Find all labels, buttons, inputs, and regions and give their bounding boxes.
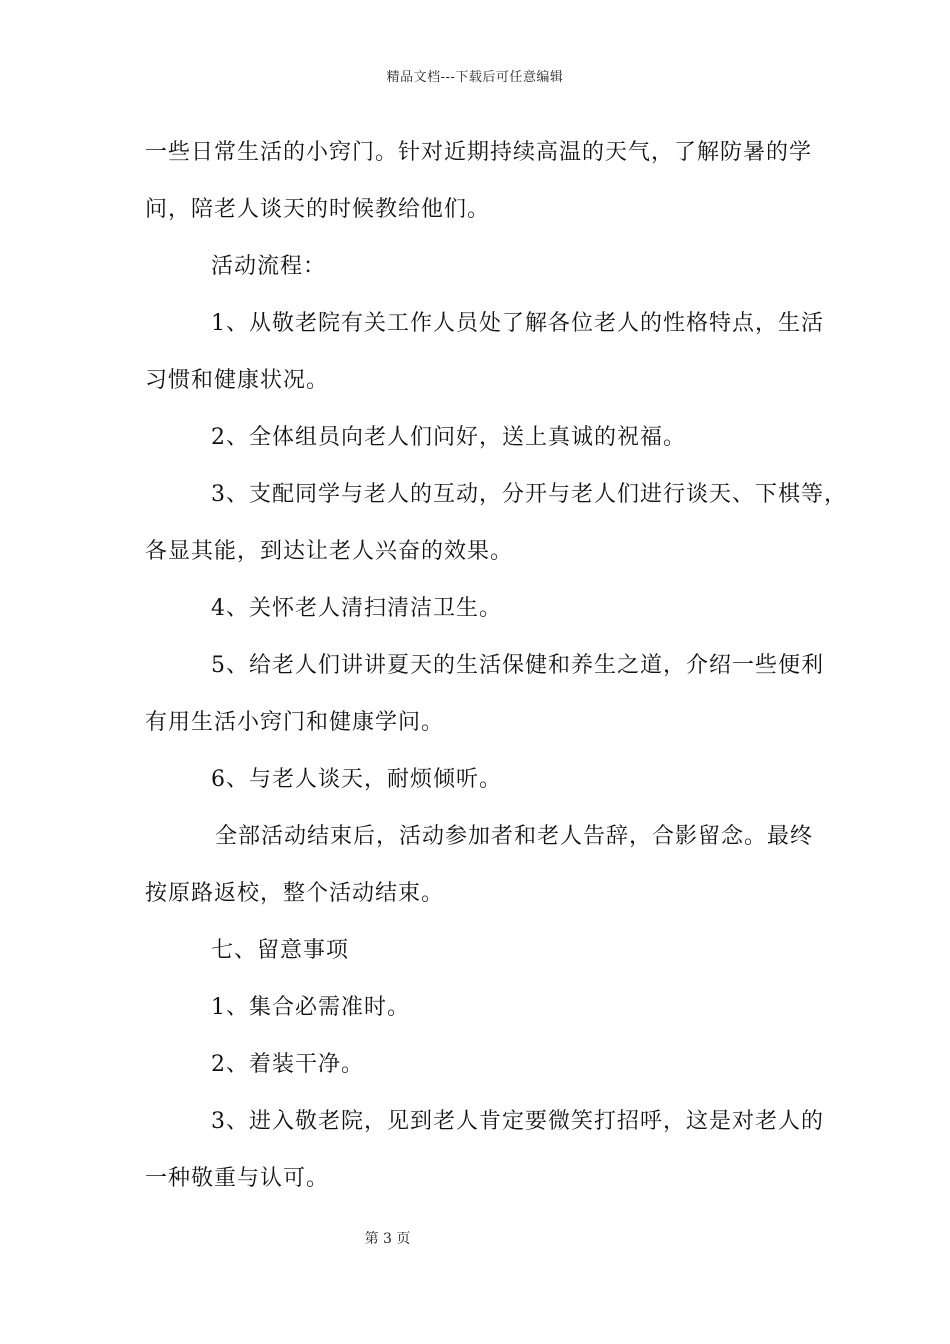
text-line: 全部活动结束后，活动参加者和老人告辞，合影留念。最终 [215, 824, 814, 849]
text-line: 一种敬重与认可。 [145, 1166, 330, 1191]
text-line: 活动流程： [211, 254, 327, 279]
text-line: 2、着装干净。 [211, 1052, 364, 1077]
text-line: 4、关怀老人清扫清洁卫生。 [211, 596, 502, 621]
text-line: 问，陪老人谈天的时候教给他们。 [145, 197, 491, 222]
text-line: 有用生活小窍门和健康学问。 [145, 710, 445, 735]
text-line: 按原路返校，整个活动结束。 [145, 881, 445, 906]
text-line: 3、支配同学与老人的互动，分开与老人们进行谈天、下棋等， [211, 482, 847, 507]
page-number: 第 3 页 [364, 1231, 411, 1247]
page-header: 精品文档---下载后可任意编辑 [386, 70, 564, 85]
text-line: 各显其能，到达让老人兴奋的效果。 [145, 539, 514, 564]
text-line: 一些日常生活的小窍门。针对近期持续高温的天气，了解防暑的学 [145, 140, 813, 165]
document-body [145, 124, 847, 1207]
text-line: 3、进入敬老院，见到老人肯定要微笑打招呼，这是对老人的 [211, 1109, 824, 1134]
text-line: 6、与老人谈天，耐烦倾听。 [211, 767, 502, 792]
text-line: 5、给老人们讲讲夏天的生活保健和养生之道，介绍一些便利 [211, 653, 824, 678]
text-line: 七、留意事项 [211, 938, 350, 963]
text-line: 1、集合必需准时。 [211, 995, 410, 1020]
text-line: 1、从敬老院有关工作人员处了解各位老人的性格特点，生活 [211, 311, 824, 336]
text-line: 2、全体组员向老人们问好，送上真诚的祝福。 [211, 425, 686, 450]
text-line: 习惯和健康状况。 [145, 368, 330, 393]
